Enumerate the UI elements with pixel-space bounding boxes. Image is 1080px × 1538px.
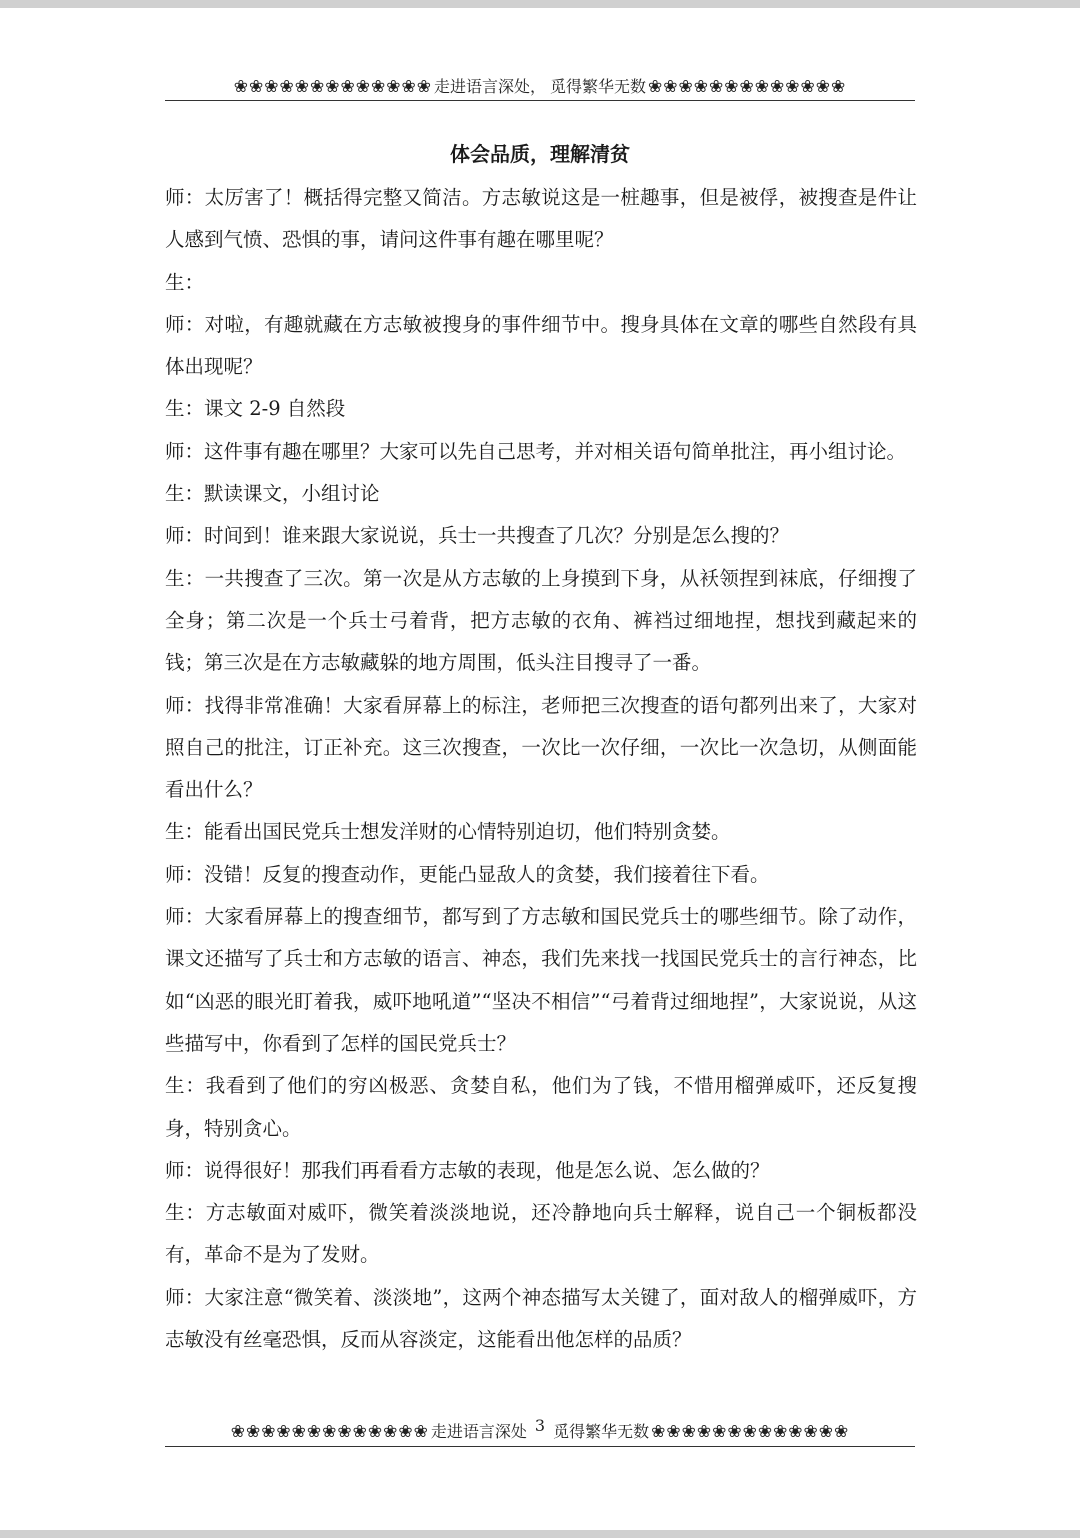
header-motto-left: 走进语言深处， — [433, 77, 546, 96]
page-number: 3 — [534, 1418, 546, 1435]
paragraph: 生： — [165, 270, 205, 294]
paragraph: 生：默读课文，小组讨论 — [165, 482, 380, 506]
paragraph: 生：能看出国民党兵士想发洋财的心情特别迫切，他们特别贪婪。 — [165, 820, 731, 844]
flower-ornament-icon: ❀❀❀❀❀❀❀❀❀❀❀❀❀ — [233, 77, 432, 97]
paragraph: 师：大家注意“微笑着、淡淡地”，这两个神态描写太关键了，面对敌人的榴弹威吓，方志敏没有丝毫恐惧，反而从容淡定，这能看出他怎样的品质？ — [165, 1285, 917, 1352]
paragraph: 师：大家看屏幕上的搜查细节，都写到了方志敏和国民党兵士的哪些细节。除了动作，课文还描写了兵士和方志敏的语言、神态，我们先来找一找国民党兵士的言行神态，比如“凶恶的眼光盯着我，威吓地吼道”“坚决不相信”“弓着背过细地捏”，大家说说，从这些描写中，你看到了怎样的国民党兵士？ — [165, 905, 917, 1055]
flower-ornament-icon: ❀❀❀❀❀❀❀❀❀❀❀❀❀ — [648, 77, 847, 97]
paragraph: 师：太厉害了！概括得完整又简洁。方志敏说这是一桩趣事，但是被俘，被搜查是件让人感到气愤、恐惧的事，请问这件事有趣在哪里呢？ — [165, 186, 917, 252]
footer-motto-right: 觅得繁华无数 — [553, 1422, 650, 1441]
page-header — [165, 74, 915, 101]
document-body — [165, 177, 917, 1361]
flower-ornament-icon: ❀❀❀❀❀❀❀❀❀❀❀❀❀ — [651, 1422, 850, 1442]
paragraph: 生：我看到了他们的穷凶极恶、贪婪自私，他们为了钱，不惜用榴弹威吓，还反复搜身，特别贪心。 — [165, 1074, 917, 1140]
paragraph: 生：方志敏面对威吓，微笑着淡淡地说，还冷静地向兵士解释，说自己一个铜板都没有，革命不是为了发财。 — [165, 1201, 917, 1267]
paragraph: 生：一共搜查了三次。第一次是从方志敏的上身摸到下身，从袄领捏到袜底，仔细搜了全身；第二次是一个兵士弓着背，把方志敏的衣角、裤裆过细地捏，想找到藏起来的钱；第三次是在方志敏藏躲的地方周围，低头注目搜寻了一番。 — [165, 566, 917, 675]
page-footer — [165, 1418, 915, 1447]
paragraph: 师：找得非常准确！大家看屏幕上的标注，老师把三次搜查的语句都列出来了，大家对照自己的批注，订正补充。这三次搜查，一次比一次仔细，一次比一次急切，从侧面能看出什么？ — [165, 693, 917, 802]
paragraph: 师：没错！反复的搜查动作，更能凸显敌人的贪婪，我们接着往下看。 — [165, 862, 770, 886]
paragraph: 师：这件事有趣在哪里？大家可以先自己思考，并对相关语句简单批注，再小组讨论。 — [165, 439, 907, 463]
paragraph: 师：对啦，有趣就藏在方志敏被搜身的事件细节中。搜身具体在文章的哪些自然段有具体出现呢？ — [165, 312, 917, 379]
flower-ornament-icon: ❀❀❀❀❀❀❀❀❀❀❀❀❀ — [230, 1422, 429, 1442]
header-motto-right: 觅得繁华无数 — [550, 77, 647, 96]
paragraph: 师：时间到！谁来跟大家说说，兵士一共搜查了几次？分别是怎么搜的？ — [165, 524, 790, 548]
paragraph: 师：说得很好！那我们再看看方志敏的表现，他是怎么说、怎么做的？ — [165, 1158, 770, 1182]
section-title: 体会品质，理解清贫 — [450, 142, 630, 166]
footer-motto-left: 走进语言深处 — [430, 1422, 527, 1441]
paragraph: 生：课文 2-9 自然段 — [165, 397, 346, 421]
viewer-bottom-border — [0, 1530, 1080, 1538]
viewer-top-border — [0, 0, 1080, 8]
